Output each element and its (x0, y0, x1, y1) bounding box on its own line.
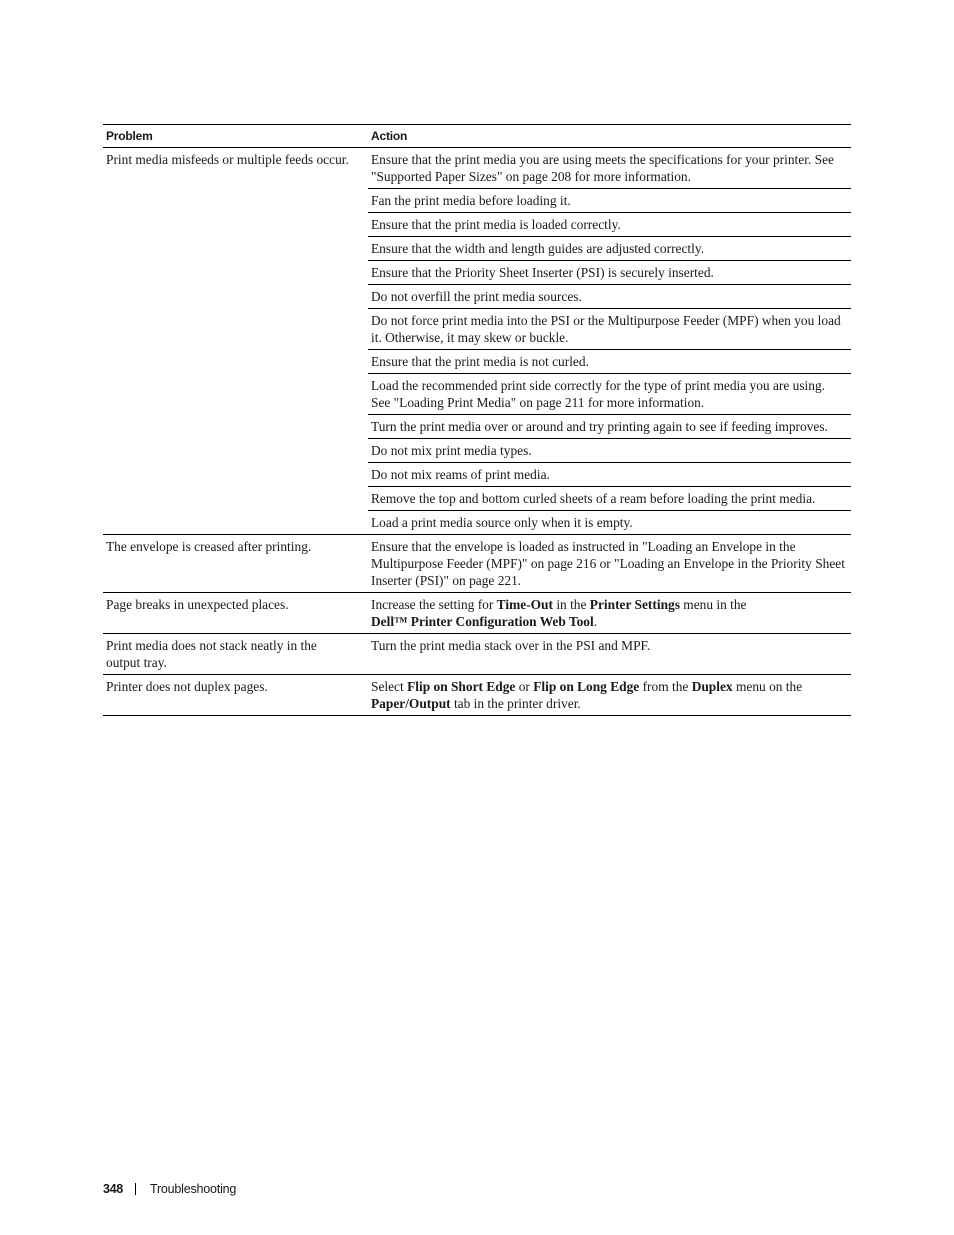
action-cell: Do not mix print media types. (368, 439, 851, 463)
action-text: menu in the (679, 597, 747, 612)
action-cell: Ensure that the print media is loaded correctly. (368, 213, 851, 237)
action-cell: Load the recommended print side correctly for the type of print media you are using. See "Loading Print Media" on page 211 for more information. (368, 374, 851, 415)
troubleshooting-table (103, 124, 851, 716)
action-text: tab in the printer driver. (450, 696, 581, 711)
action-text: or (515, 679, 534, 694)
problem-cell: Printer does not duplex pages. (103, 675, 368, 716)
action-cell: Ensure that the width and length guides are adjusted correctly. (368, 237, 851, 261)
action-text: menu on the (732, 679, 803, 694)
table-row (103, 148, 851, 189)
table-header-row (103, 125, 851, 148)
action-cell: Do not overfill the print media sources. (368, 285, 851, 309)
action-cell: Turn the print media over or around and try printing again to see if feeding improves. (368, 415, 851, 439)
option-name: Flip on Long Edge (533, 679, 640, 694)
problem-cell: Page breaks in unexpected places. (103, 593, 368, 634)
action-cell: Turn the print media stack over in the PSI and MPF. (368, 634, 851, 675)
table-row (103, 634, 851, 675)
option-name: Flip on Short Edge (407, 679, 516, 694)
footer-divider (135, 1183, 136, 1195)
action-cell: Load a print media source only when it is empty. (368, 511, 851, 535)
action-text: Select (371, 679, 408, 694)
action-text: Increase the setting for (371, 597, 497, 612)
problem-cell: Print media does not stack neatly in the output tray. (103, 634, 368, 675)
action-text: in the (552, 597, 590, 612)
action-text: from the (639, 679, 692, 694)
tab-name: Paper/Output (371, 696, 451, 711)
section-name: Troubleshooting (149, 1182, 237, 1196)
action-cell: Ensure that the envelope is loaded as instructed in "Loading an Envelope in the Multipurpose Feeder (MPF)" on page 216 or "Loading an Envelope in the Priority Sheet Inserter (PSI)" on page 221. (368, 535, 851, 593)
action-cell: Fan the print media before loading it. (368, 189, 851, 213)
menu-name: Printer Settings (589, 597, 680, 612)
menu-name: Duplex (691, 679, 733, 694)
table-row (103, 675, 851, 716)
action-cell: Do not force print media into the PSI or the Multipurpose Feeder (MPF) when you load it. Otherwise, it may skew or buckle. (368, 309, 851, 350)
page-footer (103, 1180, 236, 1198)
tool-name: Dell™ Printer Configuration Web Tool (371, 614, 594, 629)
action-cell (368, 593, 851, 634)
page-number: 348 (103, 1182, 123, 1196)
action-cell: Ensure that the print media you are using meets the specifications for your printer. See "Supported Paper Sizes" on page 208 for more information. (368, 148, 851, 189)
action-cell: Ensure that the Priority Sheet Inserter (PSI) is securely inserted. (368, 261, 851, 285)
action-cell (368, 675, 851, 716)
action-text: . (593, 614, 598, 629)
action-cell: Remove the top and bottom curled sheets of a ream before loading the print media. (368, 487, 851, 511)
header-problem: Problem (103, 125, 368, 148)
table-row (103, 535, 851, 593)
action-cell: Do not mix reams of print media. (368, 463, 851, 487)
problem-cell: Print media misfeeds or multiple feeds occur. (103, 148, 368, 535)
problem-cell: The envelope is creased after printing. (103, 535, 368, 593)
menu-item-name: Time-Out (496, 597, 553, 612)
table-row (103, 593, 851, 634)
action-cell: Ensure that the print media is not curled. (368, 350, 851, 374)
header-action: Action (368, 125, 851, 148)
